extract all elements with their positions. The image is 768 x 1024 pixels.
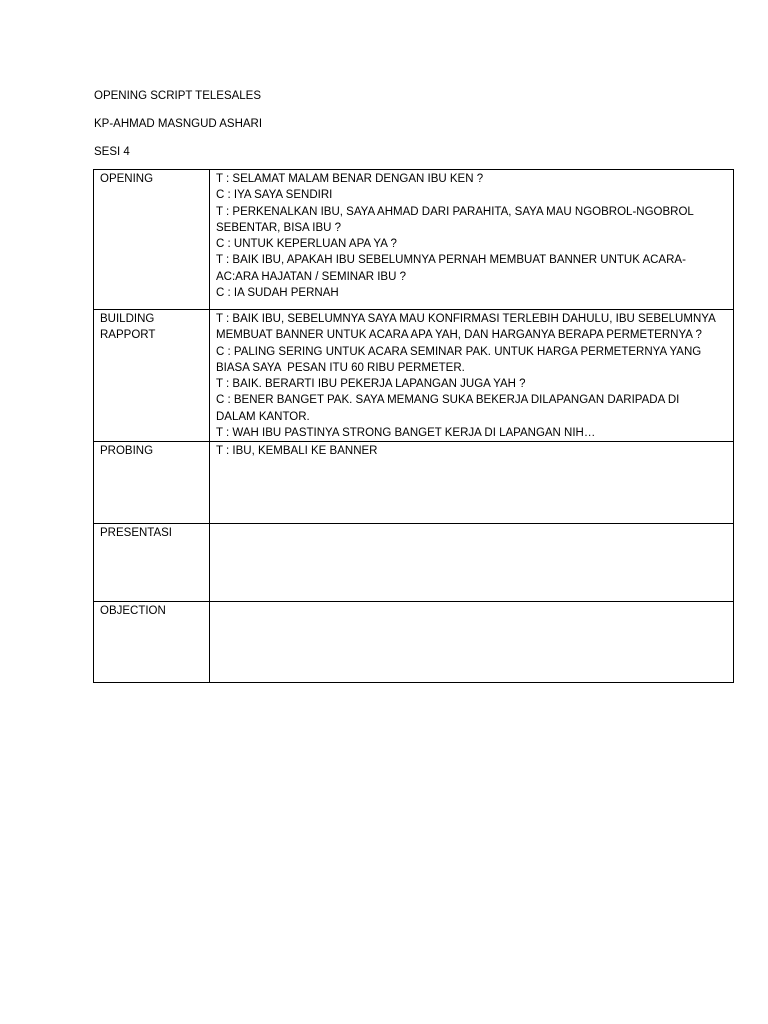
dialogue-line: C : BENER BANGET PAK. SAYA MEMANG SUKA BEKERJA DILAPANGAN DARIPADA DI [216,394,680,407]
dialogue-line: DALAM KANTOR. [216,410,310,423]
dialogue-line: C : UNTUK KEPERLUAN APA YA ? [216,238,397,251]
table-row [94,170,734,310]
row-label: OPENING [94,170,210,310]
dialogue-line: T : BAIK. BERARTI IBU PEKERJA LAPANGAN JUGA YAH ? [216,378,526,391]
dialogue-line: T : PERKENALKAN IBU, SAYA AHMAD DARI PARAHITA, SAYA MAU NGOBROL-NGOBROL [216,205,694,218]
document-session: SESI 4 [94,146,130,158]
dialogue-line: T : BAIK IBU, SEBELUMNYA SAYA MAU KONFIRMASI TERLEBIH DAHULU, IBU SEBELUMNYA [216,313,716,325]
table-row [94,602,734,683]
row-label: PRESENTASI [94,524,210,602]
row-content [210,170,734,310]
dialogue-line: C : IYA SAYA SENDIRI [216,189,333,202]
document-title: OPENING SCRIPT TELESALES [94,90,262,102]
row-content [210,524,734,602]
table-row [94,524,734,602]
dialogue-line: AC:ARA HAJATAN / SEMINAR IBU ? [216,270,407,283]
dialogue-line: T : SELAMAT MALAM BENAR DENGAN IBU KEN ? [216,173,484,185]
row-content [210,602,734,683]
table-row [94,310,734,442]
dialogue-line: BIASA SAYA PESAN ITU 60 RIBU PERMETER. [216,361,465,374]
dialogue-line: C : IA SUDAH PERNAH [216,287,339,300]
dialogue-line: SEBENTAR, BISA IBU ? [216,221,342,234]
table-row [94,442,734,524]
row-label: PROBING [94,442,210,524]
dialogue-line: C : PALING SERING UNTUK ACARA SEMINAR PAK. UNTUK HARGA PERMETERNYA YANG [216,345,702,358]
dialogue-line: T : BAIK IBU, APAKAH IBU SEBELUMNYA PERNAH MEMBUAT BANNER UNTUK ACARA- [216,254,686,267]
row-label: OBJECTION [94,602,210,683]
row-content [210,310,734,442]
row-content [210,442,734,524]
row-label: BUILDING RAPPORT [94,310,210,442]
dialogue-line: T : IBU, KEMBALI KE BANNER [216,445,378,458]
script-table [93,169,734,683]
dialogue-line: MEMBUAT BANNER UNTUK ACARA APA YAH, DAN HARGANYA BERAPA PERMETERNYA ? [216,329,702,342]
document-author: KP-AHMAD MASNGUD ASHARI [94,118,263,130]
dialogue-line: T : WAH IBU PASTINYA STRONG BANGET KERJA DI LAPANGAN NIH… [216,427,596,440]
